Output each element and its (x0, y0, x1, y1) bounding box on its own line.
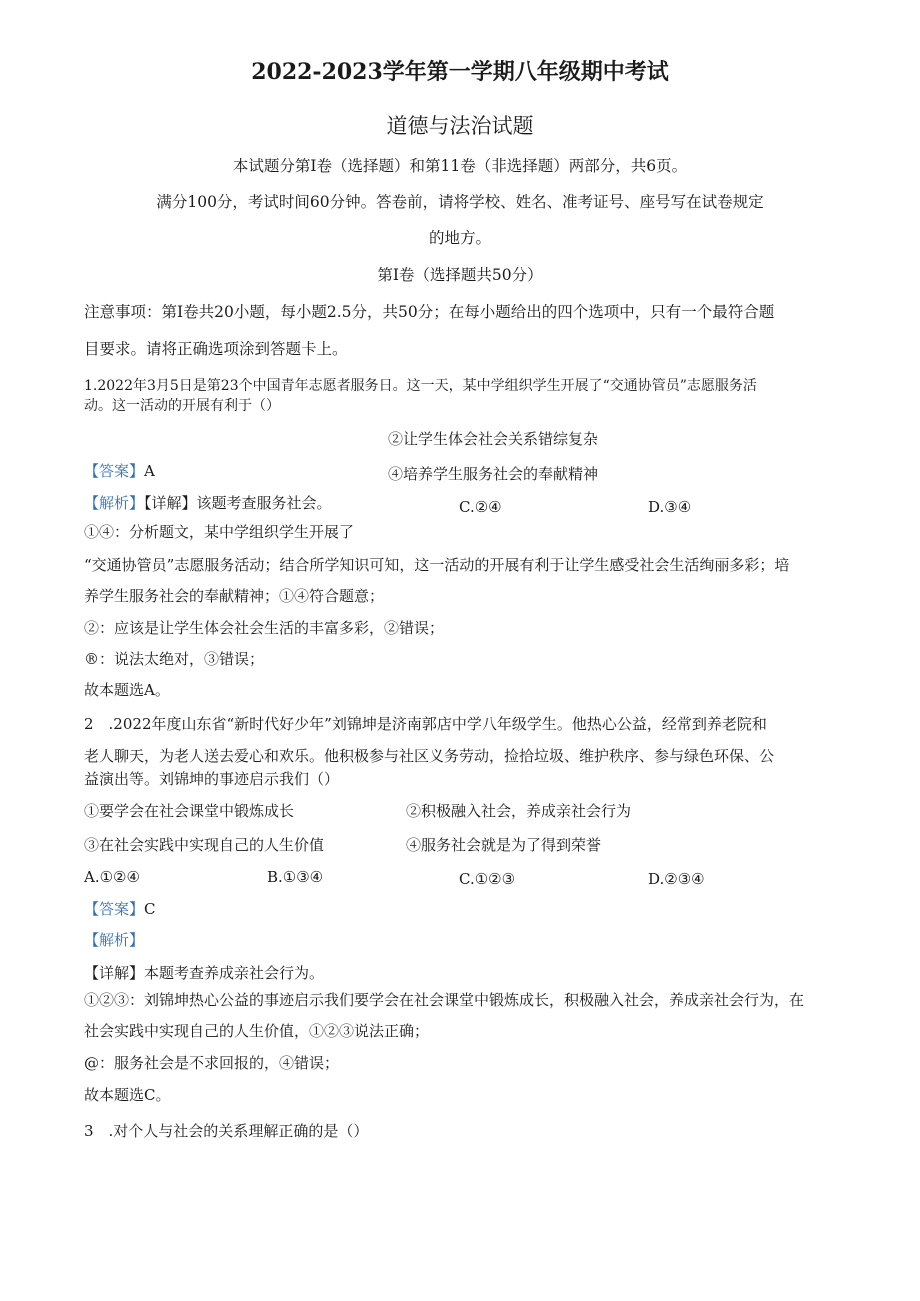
analysis-line: 【详解】本题考查养成亲社会行为。 (84, 964, 325, 982)
q1-stem: 动。这一活动的开展有利于（） (84, 398, 280, 414)
q2-option: ①要学会在社会课堂中锻炼成长 (84, 802, 295, 820)
q2-analysis-tag (84, 930, 144, 950)
q2-stem: 益演出等。刘锦坤的事迹启示我们（） (84, 770, 340, 788)
section-heading: 第I卷（选择题共50分） (377, 266, 543, 284)
q1-choice-d: D.③④ (648, 498, 692, 516)
intro-line: 本试题分第I卷（选择题）和第11卷（非选择题）两部分，共6页。 (232, 157, 688, 175)
q2-choice-c: C.①②③ (459, 870, 516, 888)
q2-choice-b: B.①③④ (267, 868, 324, 886)
intro-line: 的地方。 (428, 229, 491, 247)
q2-choice-d: D.②③④ (648, 870, 705, 888)
q3-stem: 3 .对个人与社会的关系理解正确的是（） (84, 1122, 369, 1140)
analysis-line: ①④：分析题文，某中学组织学生开展了 (84, 523, 355, 541)
subject-title: 道德与法治试题 (386, 114, 534, 138)
q2-option: ②积极融入社会，养成亲社会行为 (406, 802, 632, 820)
q2-answer (84, 899, 156, 919)
analysis-line: ®：说法太绝对，③错误； (84, 650, 265, 668)
analysis-tag: 【解析】 (84, 494, 145, 512)
analysis-line: @：服务社会是不求回报的，④错误； (84, 1054, 340, 1072)
analysis-line: 养学生服务社会的奉献精神；①④符合题意； (84, 587, 385, 605)
analysis-line: “交通协管员”志愿服务活动；结合所学知识可知，这一活动的开展有利于让学生感受社会生活绚丽多彩；培 (84, 556, 790, 574)
analysis-line: ①②③：刘锦坤热心公益的事迹启示我们要学会在社会课堂中锻炼成长，积极融入社会，养成亲社会行为，在 (84, 991, 805, 1009)
answer-value: A (144, 462, 155, 480)
q1-option: ④培养学生服务社会的奉献精神 (388, 465, 599, 483)
q1-choice-c: C.②④ (459, 498, 502, 516)
answer-tag: 【答案】 (84, 900, 145, 918)
analysis-line: 故本题选C。 (84, 1086, 171, 1104)
intro-line: 满分100分，考试时间60分钟。答卷前，请将学校、姓名、准考证号、座号写在试卷规定 (156, 193, 764, 211)
q2-option: ④服务社会就是为了得到荣誉 (406, 836, 602, 854)
q1-stem: 1.2022年3月5日是第23个中国青年志愿者服务日。这一天，某中学组织学生开展了“交通协管员”志愿服务活 (84, 378, 757, 394)
analysis-tag: 【解析】 (84, 931, 145, 949)
analysis-head: 【详解】该题考查服务社会。 (144, 494, 332, 512)
analysis-line: ②：应该是让学生体会社会生活的丰富多彩，②错误； (84, 619, 445, 637)
q1-option: ②让学生体会社会关系错综复杂 (388, 430, 599, 448)
q2-stem: 2 .2022年度山东省“新时代好少年”刘锦坤是济南郭店中学八年级学生。他热心公益，经常到养老院和 (84, 715, 767, 733)
q1-analysis (84, 493, 332, 513)
notice-line: 注意事项：第I卷共20小题，每小题2.5分，共50分；在每小题给出的四个选项中，只有一个最符合题 (84, 303, 775, 321)
exam-title: 2022-2023学年第一学期八年级期中考试 (251, 59, 669, 85)
analysis-line: 故本题选A。 (84, 681, 170, 699)
q2-stem: 老人聊天，为老人送去爱心和欢乐。他积极参与社区义务劳动，捡拾垃圾、维护秩序、参与绿色环保、公 (84, 747, 775, 765)
notice-line: 目要求。请将正确选项涂到答题卡上。 (84, 340, 348, 358)
q2-choice-a: A.①②④ (84, 868, 140, 886)
q2-option: ③在社会实践中实现自己的人生价值 (84, 836, 325, 854)
analysis-line: 社会实践中实现自己的人生价值，①②③说法正确； (84, 1022, 430, 1040)
q1-answer (84, 461, 155, 481)
answer-tag: 【答案】 (84, 462, 145, 480)
answer-value: C (144, 900, 156, 918)
